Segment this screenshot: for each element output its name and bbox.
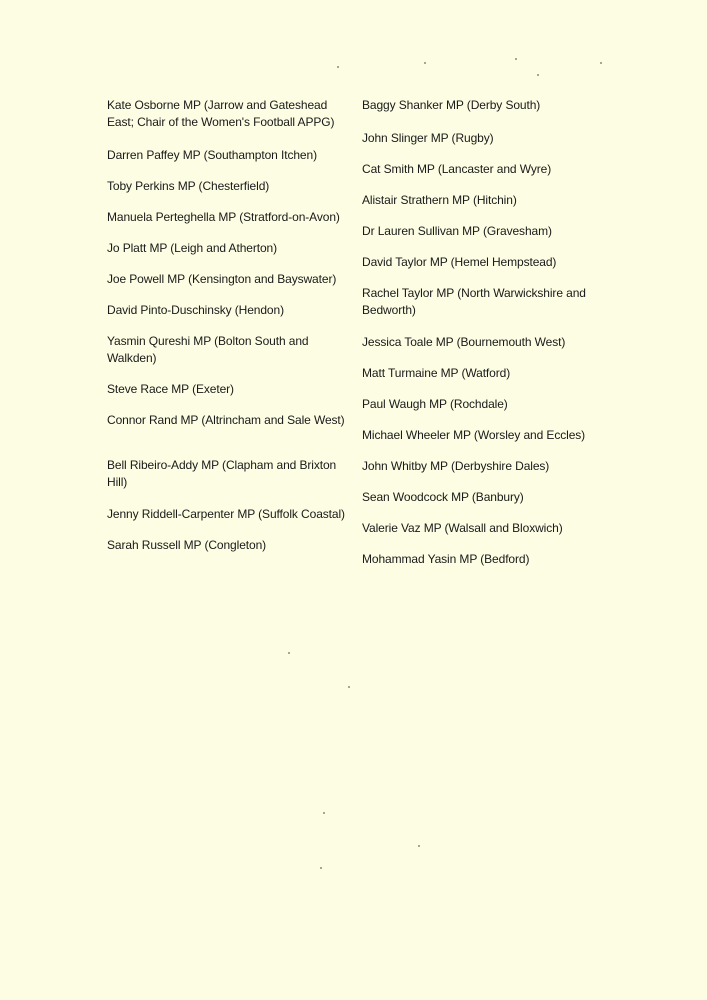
scan-speck (600, 62, 602, 64)
list-item: Matt Turmaine MP (Watford) (362, 366, 511, 380)
list-item: Mohammad Yasin MP (Bedford) (362, 552, 530, 566)
scan-speck (323, 812, 325, 814)
scan-speck (515, 58, 517, 60)
list-item: Joe Powell MP (Kensington and Bayswater) (107, 272, 337, 286)
list-item: Baggy Shanker MP (Derby South) (362, 98, 541, 112)
scan-speck (288, 652, 290, 654)
scan-speck (424, 62, 426, 64)
scan-speck (337, 66, 339, 68)
list-item: Jenny Riddell-Carpenter MP (Suffolk Coastal) (107, 507, 345, 521)
list-item: Sean Woodcock MP (Banbury) (362, 490, 524, 504)
scan-speck (537, 74, 539, 76)
list-item: Dr Lauren Sullivan MP (Gravesham) (362, 224, 552, 238)
scan-speck (348, 686, 350, 688)
list-item: David Pinto-Duschinsky (Hendon) (107, 303, 284, 317)
list-item: Manuela Perteghella MP (Stratford-on-Avon) (107, 210, 340, 224)
list-item: John Whitby MP (Derbyshire Dales) (362, 459, 550, 473)
list-item: Bell Ribeiro-Addy MP (Clapham and Brixton Hill) (107, 458, 337, 489)
scan-speck (320, 867, 322, 869)
list-item: Darren Paffey MP (Southampton Itchen) (107, 148, 317, 162)
list-item: Alistair Strathern MP (Hitchin) (362, 193, 517, 207)
list-item: Kate Osborne MP (Jarrow and Gateshead East; Chair of the Women's Football APPG) (107, 98, 335, 129)
list-item: John Slinger MP (Rugby) (362, 131, 494, 145)
list-item: Toby Perkins MP (Chesterfield) (107, 179, 270, 193)
list-item: Jessica Toale MP (Bournemouth West) (362, 335, 566, 349)
list-item: Cat Smith MP (Lancaster and Wyre) (362, 162, 552, 176)
list-item: Connor Rand MP (Altrincham and Sale West) (107, 413, 345, 427)
list-item: Michael Wheeler MP (Worsley and Eccles) (362, 428, 586, 442)
scan-speck (418, 845, 420, 847)
list-item: Steve Race MP (Exeter) (107, 382, 234, 396)
list-item: Sarah Russell MP (Congleton) (107, 538, 267, 552)
list-item: Jo Platt MP (Leigh and Atherton) (107, 241, 278, 255)
list-item: Paul Waugh MP (Rochdale) (362, 397, 508, 411)
list-item: David Taylor MP (Hemel Hempstead) (362, 255, 557, 269)
list-item: Valerie Vaz MP (Walsall and Bloxwich) (362, 521, 563, 535)
list-item: Yasmin Qureshi MP (Bolton South and Walkden) (107, 334, 309, 365)
list-item: Rachel Taylor MP (North Warwickshire and Bedworth) (362, 286, 586, 317)
